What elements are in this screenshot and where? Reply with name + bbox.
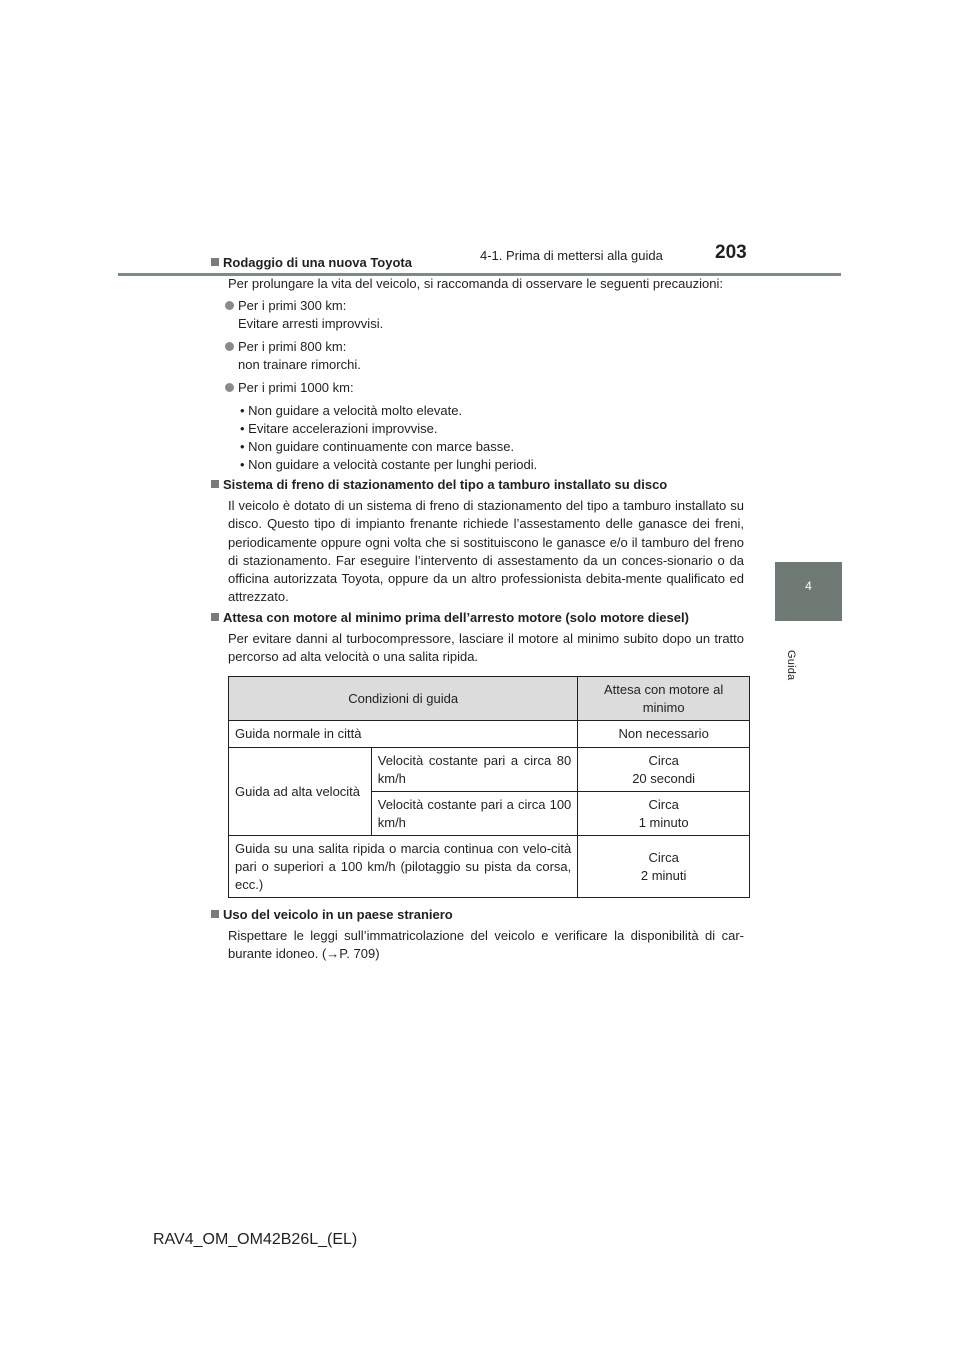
table-row [229, 721, 750, 748]
section-heading-freno [211, 477, 667, 492]
table-cell [578, 748, 750, 792]
page-number: 203 [715, 242, 747, 263]
sub-list-item: • Non guidare a velocità costante per lunghi periodi. [240, 457, 538, 472]
paragraph: Per prolungare la vita del veicolo, si raccomanda di osservare le seguenti precauzioni: [228, 276, 723, 291]
cell-line: Circa [648, 752, 679, 768]
circle-bullet-icon [225, 342, 234, 351]
paragraph: Rispettare le leggi sull’immatricolazione del veicolo e verificare la disponibilità di car-burante idoneo. (→P. 709) [228, 928, 744, 962]
table-header-cell: Attesa con motore al minimo [578, 677, 750, 721]
chapter-tab-number: 4 [805, 579, 812, 593]
section-heading-uso [211, 907, 453, 922]
cell-line: 2 minuti [640, 867, 687, 883]
section-title: 4-1. Prima di mettersi alla guida [480, 248, 663, 263]
sub-list-item: • Non guidare a velocità molto elevate. [240, 403, 463, 418]
table-header-row [229, 677, 750, 721]
square-bullet-icon [211, 910, 219, 918]
paragraph: Il veicolo è dotato di un sistema di freno di stazionamento del tipo a tamburo installato su disco. Questo tipo di impianto frenante richiede l’assestamento delle ganasce dei freni, periodicamente oppure ogni volta che si sostituiscono le ganasce e/o il tamburo del freno di stazionamento. Far eseguire l’intervento di assestamento da un conces-sionario o da officina autorizzata Toyota, oppure da un altro professionista debita-mente qualificato ed attrezzato. [228, 498, 744, 605]
list-item-line: non trainare rimorchi. [238, 357, 361, 372]
list-item [238, 379, 354, 397]
square-bullet-icon [211, 613, 219, 621]
table-cell [578, 792, 750, 836]
list-item [238, 297, 383, 333]
cell-line: 20 secondi [632, 770, 696, 786]
section-heading-attesa [211, 610, 689, 625]
list-item-line: Per i primi 1000 km: [238, 380, 354, 395]
table-cell: Velocità costante pari a circa 80 km/h [371, 748, 578, 792]
cell-line: Circa [648, 796, 679, 812]
circle-bullet-icon [225, 383, 234, 392]
sub-list-item: • Evitare accelerazioni improvvise. [240, 421, 438, 436]
square-bullet-icon [211, 258, 219, 266]
table-cell [578, 836, 750, 898]
cell-line: Circa [648, 849, 679, 865]
chapter-tab-label: Guida [785, 650, 797, 681]
circle-bullet-icon [225, 301, 234, 310]
heading-text: Uso del veicolo in un paese straniero [223, 907, 453, 922]
section-heading-rodaggio [211, 255, 412, 270]
list-item [238, 338, 361, 374]
table-cell: Non necessario [578, 721, 750, 748]
cell-line: 1 minuto [638, 814, 689, 830]
square-bullet-icon [211, 480, 219, 488]
table-cell: Guida ad alta velocità [229, 748, 372, 836]
driving-conditions-table [228, 676, 750, 898]
table-cell: Guida su una salita ripida o marcia continua con velo-cità pari o superiori a 100 km/h (pilotaggio su pista da corsa, ecc.) [229, 836, 578, 898]
table-row [229, 748, 750, 792]
heading-text: Attesa con motore al minimo prima dell’arresto motore (solo motore diesel) [223, 610, 689, 625]
list-item-line: Per i primi 300 km: [238, 298, 347, 313]
chapter-tab[interactable] [775, 562, 842, 621]
table-row [229, 836, 750, 898]
list-item-line: Per i primi 800 km: [238, 339, 347, 354]
table-cell: Guida normale in città [229, 721, 578, 748]
table-cell: Velocità costante pari a circa 100 km/h [371, 792, 578, 836]
heading-text: Sistema di freno di stazionamento del tipo a tamburo installato su disco [223, 477, 668, 492]
list-item-line: Evitare arresti improvvisi. [238, 316, 384, 331]
sub-list-item: • Non guidare continuamente con marce basse. [240, 439, 515, 454]
heading-text: Rodaggio di una nuova Toyota [223, 255, 412, 270]
table-header-cell: Condizioni di guida [229, 677, 578, 721]
document-code: RAV4_OM_OM42B26L_(EL) [153, 1231, 358, 1248]
paragraph: Per evitare danni al turbocompressore, lasciare il motore al minimo subito dopo un tratto percorso ad alta velocità o una salita ripida. [228, 631, 744, 665]
